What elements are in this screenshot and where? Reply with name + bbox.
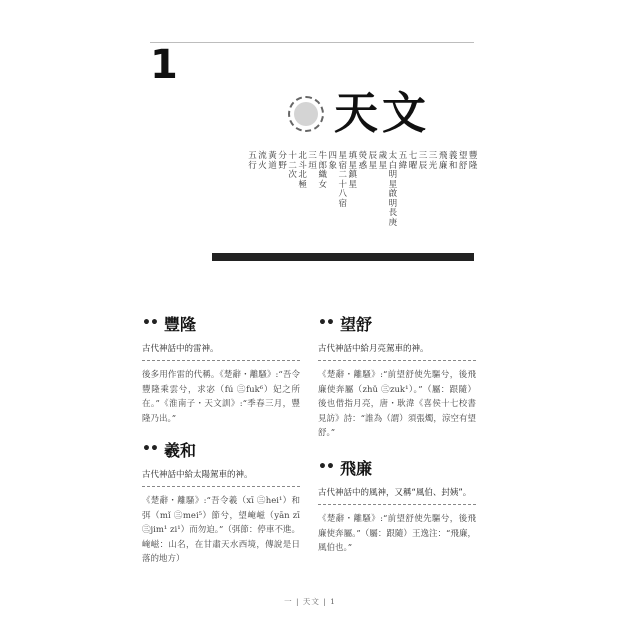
toc-entry[interactable]: 熒惑 xyxy=(358,151,368,171)
toc-entry[interactable]: 七曜 xyxy=(408,151,418,171)
toc-entry[interactable]: 星宿 二十八宿 xyxy=(338,151,348,209)
entry-heading xyxy=(142,312,300,334)
toc-entry[interactable]: 三垣 xyxy=(308,151,317,171)
toc-entry[interactable]: 飛廉 xyxy=(438,151,448,171)
toc-entry[interactable]: 歲星 xyxy=(378,151,388,171)
entry-fenglong xyxy=(142,312,300,426)
entry-xihe xyxy=(142,438,300,567)
toc-entry[interactable]: 牛郎 織女 xyxy=(318,151,327,190)
entry-body: 《楚辭・離騷》:“前望舒使先驅兮，後飛廉使奔屬（zhǔ ㊂zuk¹）。”（屬：跟隨）後也借指月亮，唐・耿湋《喜侯十七校書見訪》詩：“誰為（謂）須張燭，涼空有望舒。” xyxy=(318,370,476,438)
entry-heading xyxy=(318,312,476,334)
toc-entry[interactable]: 十二次 xyxy=(288,151,297,180)
toc-entry[interactable]: 義和 xyxy=(448,151,458,171)
entry-feilian xyxy=(318,456,476,556)
top-rule xyxy=(150,42,474,43)
entry-term: 羲和 xyxy=(164,440,197,460)
toc-entry[interactable]: 五行 xyxy=(248,151,257,171)
entry-wangshu xyxy=(318,312,476,441)
chapter-title: 天文 xyxy=(334,88,430,139)
toc-entry[interactable]: 流火 xyxy=(258,151,267,171)
entry-term: 飛廉 xyxy=(340,458,373,478)
toc-entry[interactable]: 辰星 xyxy=(368,151,378,171)
bullet-dots-icon: •• xyxy=(142,315,158,331)
section-divider-bar xyxy=(212,253,474,261)
entry-definition: 古代神話中的風神，又稱“風伯、封姨”。 xyxy=(318,484,476,505)
toc-entry[interactable]: 北斗 北極 xyxy=(298,151,307,190)
toc-entry[interactable]: 太白 明星 啟明 長庚 xyxy=(388,151,398,228)
page-footer: 一 | 天文 | 1 xyxy=(284,597,336,606)
bullet-dots-icon: •• xyxy=(142,441,158,457)
entry-body: 《楚辭・離騷》:“吾令羲（xī ㊂hei¹）和弭（mǐ ㊂mei⁵）節兮，望崦嵫（yān zī ㊂jim¹ zi¹）而勿迫。”（弭節：停車不進。崦嵫：山名，在甘肅天水西境，傳說是日落的地方） xyxy=(142,496,300,564)
toc-entry[interactable]: 五緯 xyxy=(398,151,408,171)
entry-definition: 古代神話中給太陽駕車的神。 xyxy=(142,466,300,487)
entry-heading xyxy=(318,456,476,478)
entry-body: 《楚辭・離騷》:“前望舒使先驅兮，後飛廉使奔屬。”（屬：跟隨）王逸注：“飛廉，風伯也。” xyxy=(318,514,476,553)
bullet-dots-icon: •• xyxy=(318,459,334,475)
toc-entry[interactable]: 四象 xyxy=(328,151,337,171)
bullet-dots-icon: •• xyxy=(318,315,334,331)
toc-entry[interactable]: 三辰 xyxy=(418,151,428,171)
toc-entry[interactable]: 填星 鎮星 xyxy=(348,151,358,190)
entry-definition: 古代神話中的雷神。 xyxy=(142,340,300,361)
toc-entry[interactable]: 豐隆 xyxy=(468,151,478,171)
chapter-number: 1 xyxy=(150,42,178,88)
sun-emblem-icon xyxy=(288,96,324,132)
entry-term: 望舒 xyxy=(340,314,373,334)
toc-entry[interactable]: 望舒 xyxy=(458,151,468,171)
entry-heading xyxy=(142,438,300,460)
toc-entry[interactable]: 黃道 xyxy=(268,151,277,171)
toc-entry[interactable]: 三光 xyxy=(428,151,438,171)
toc-entry[interactable]: 分野 xyxy=(278,151,287,171)
entry-definition: 古代神話中給月亮駕車的神。 xyxy=(318,340,476,361)
entry-term: 豐隆 xyxy=(164,314,197,334)
table-of-contents xyxy=(248,152,478,244)
entry-body: 後多用作雷的代稱。《楚辭・離騷》:“吾令豐隆乘雲兮，求宓（fú ㊂fuk⁶）妃之所在。”《淮南子・天文訓》:“季春三月，豐隆乃出。” xyxy=(142,370,300,424)
